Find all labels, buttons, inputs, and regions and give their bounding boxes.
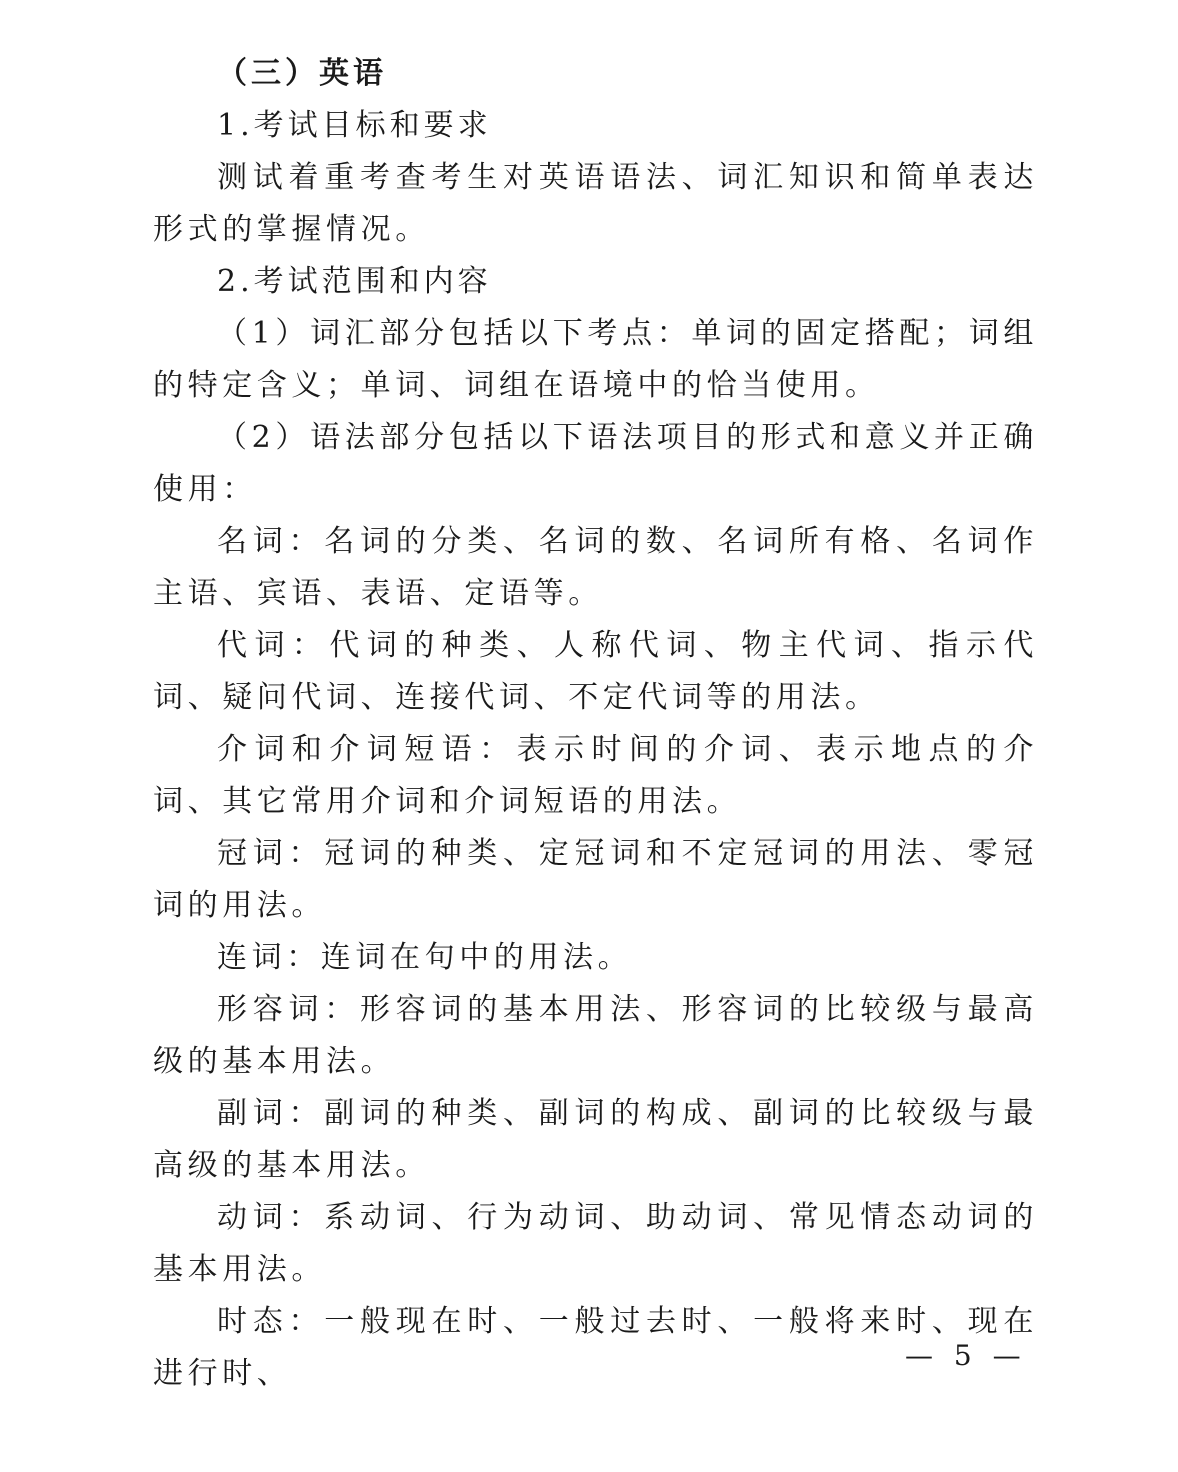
paragraph-vocabulary: （1）词汇部分包括以下考点：单词的固定搭配；词组的特定含义；单词、词组在语境中的恰当使用。 (153, 316, 1038, 403)
paragraph-exam-goals: 测试着重考查考生对英语语法、词汇知识和简单表达形式的掌握情况。 (153, 160, 1038, 247)
paragraph-prepositions: 介词和介词短语：表示时间的介词、表示地点的介词、其它常用介词和介词短语的用法。 (153, 732, 1038, 819)
paragraph-tenses: 时态：一般现在时、一般过去时、一般将来时、现在进行时、 (153, 1304, 1038, 1391)
paragraph-nouns: 名词：名词的分类、名词的数、名词所有格、名词作主语、宾语、表语、定语等。 (153, 524, 1038, 611)
paragraph-pronouns: 代词：代词的种类、人称代词、物主代词、指示代词、疑问代词、连接代词、不定代词等的用法。 (153, 628, 1038, 715)
section-title: （三）英语 (217, 56, 387, 91)
paragraph-verbs: 动词：系动词、行为动词、助动词、常见情态动词的基本用法。 (153, 1200, 1038, 1287)
paragraph-articles: 冠词：冠词的种类、定冠词和不定冠词的用法、零冠词的用法。 (153, 836, 1038, 923)
paragraph-conjunctions: 连词：连词在句中的用法。 (217, 940, 633, 975)
paragraph-grammar-intro: （2）语法部分包括以下语法项目的形式和意义并正确使用： (153, 420, 1038, 507)
paragraph-adverbs: 副词：副词的种类、副词的构成、副词的比较级与最高级的基本用法。 (153, 1096, 1038, 1183)
page-number: — 5 — (905, 1339, 1027, 1372)
subheading-exam-scope: 2.考试范围和内容 (217, 264, 492, 299)
document-page (153, 48, 1038, 1400)
subheading-exam-goals: 1.考试目标和要求 (217, 108, 492, 143)
paragraph-adjectives: 形容词：形容词的基本用法、形容词的比较级与最高级的基本用法。 (153, 992, 1038, 1079)
